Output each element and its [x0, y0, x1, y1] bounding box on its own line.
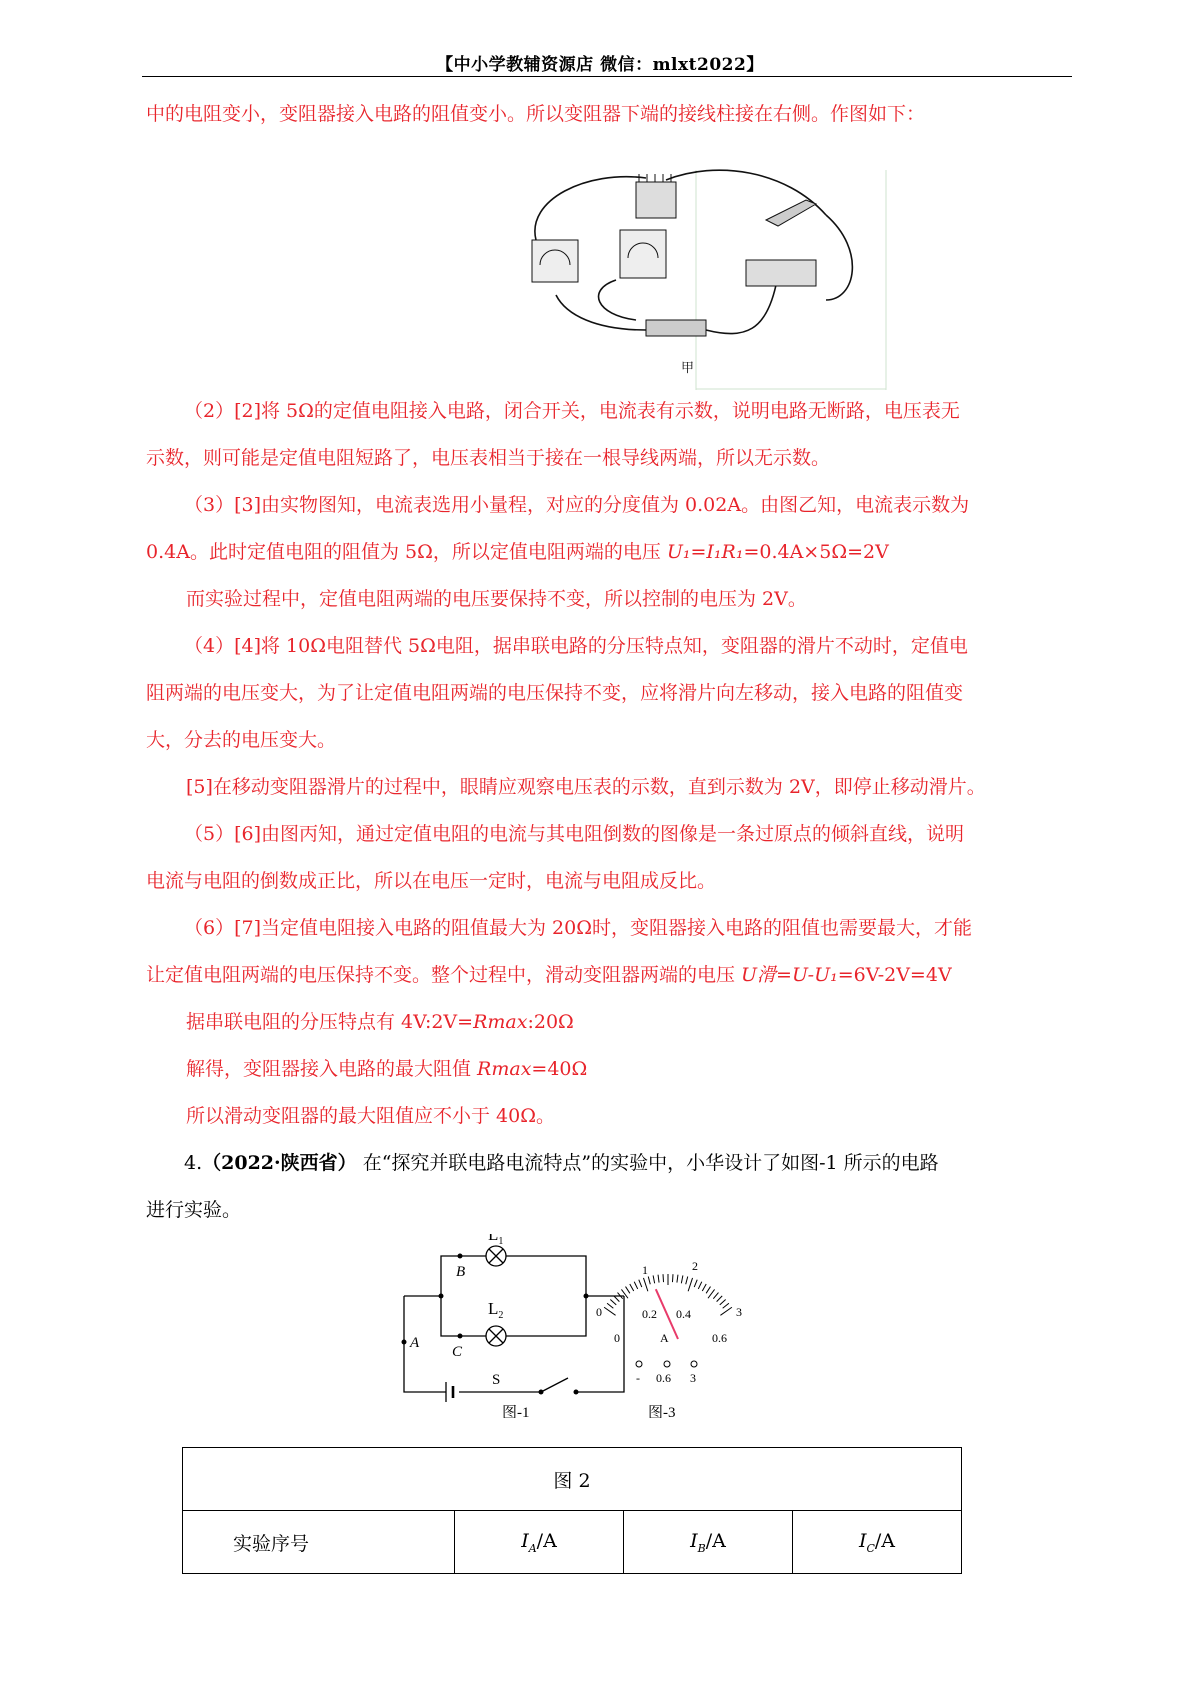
ammeter-dial [596, 1259, 742, 1418]
question-4-line-a: 4.（2022·陕西省） 在“探究并联电路电流特点”的实验中，小华设计了如图-1 所示的电路 [184, 1152, 939, 1174]
label-L1: $L_1$ [488, 1234, 504, 1247]
dial-tick [713, 1293, 718, 1299]
table-title: 图 2 [183, 1448, 962, 1511]
rheostat-icon [646, 320, 706, 336]
dial-tick [720, 1307, 731, 1315]
answer-p6-b: 让定值电阻两端的电压保持不变。整个过程中，滑动变阻器两端的电压 U滑=U-U₁=6V-2V=4V [146, 964, 952, 986]
table-header-ia: $I_A/A$ [455, 1511, 624, 1574]
dial-unit: A [660, 1331, 669, 1345]
battery-icon [636, 182, 676, 218]
dial-tick [653, 1275, 655, 1283]
outer-scale-0: 0 [596, 1305, 602, 1319]
dial-tick [723, 1303, 729, 1308]
figure-3-caption: 图-3 [648, 1405, 676, 1418]
answer-p4-a: （4）[4]将 10Ω电阻替代 5Ω电阻，据串联电路的分压特点知，变阻器的滑片不动时，定值电 [184, 635, 968, 657]
dial-tick [610, 1299, 616, 1304]
question-4-figures [146, 1234, 1076, 1418]
label-S: S [492, 1372, 501, 1388]
wire-f [599, 280, 636, 320]
outer-scale-2: 2 [692, 1259, 698, 1273]
voltmeter-icon [532, 240, 578, 282]
wire-d [706, 285, 776, 334]
answer-p4-d: [5]在移动变阻器滑片的过程中，眼睛应观察电压表的示数，直到示数为 2V，即停止移动滑片。 [186, 776, 986, 798]
inner-scale-3: 0.6 [712, 1331, 727, 1345]
dial-tick [708, 1289, 715, 1298]
terminal-neg: - [636, 1371, 640, 1385]
label-C: C [452, 1344, 463, 1360]
question-4-source: （2022·陕西省） [202, 1152, 357, 1174]
answer-p2-b: 示数，则可能是定值电阻短路了，电压表相当于接在一根导线两端，所以无示数。 [146, 447, 831, 469]
dial-tick [658, 1275, 659, 1283]
figures-drawing [146, 1234, 1076, 1418]
dial-tick [672, 1274, 673, 1282]
inner-scale-2: 0.4 [676, 1307, 691, 1321]
label-A: A [410, 1335, 420, 1351]
answer-p3-a: （3）[3]由实物图知，电流表选用小量程，对应的分度值为 0.02A。由图乙知，电流表示数为 [184, 494, 970, 516]
label-B: B [456, 1264, 466, 1280]
dial-tick [706, 1287, 710, 1294]
inner-scale-1: 0.2 [642, 1307, 657, 1321]
table-header-ib: $I_B/A$ [624, 1511, 793, 1574]
dial-tick [634, 1282, 637, 1289]
wire-c [826, 215, 852, 300]
question-4-line-b: 进行实验。 [146, 1199, 242, 1221]
dial-tick [643, 1278, 647, 1291]
figure-caption-jia: 甲 [681, 361, 695, 376]
page-header: 【中小学教辅资源店 微信：mlxt2022】 [436, 55, 764, 75]
circuit-photo-drawing [496, 140, 956, 390]
terminal-06: 0.6 [656, 1371, 671, 1385]
parallel-circuit-diagram [404, 1246, 624, 1402]
data-table [182, 1447, 962, 1574]
formula-rmax: Rmax [473, 1011, 528, 1033]
dial-tick [607, 1303, 613, 1308]
answer-line-0: 中的电阻变小，变阻器接入电路的阻值变小。所以变阻器下端的接线柱接在右侧。作图如下： [146, 103, 926, 125]
dial-tick [686, 1277, 688, 1285]
terminal-3: 3 [690, 1371, 696, 1385]
dial-tick [604, 1307, 615, 1315]
answer-p6-a: （6）[7]当定值电阻接入电路的阻值最大为 20Ω时，变阻器接入电路的阻值也需要最大，才能 [184, 917, 972, 939]
dial-tick [694, 1280, 697, 1287]
outer-scale-1: 1 [642, 1263, 648, 1277]
answer-p3-b: 0.4A。此时定值电阻的阻值为 5Ω，所以定值电阻两端的电压 U₁=I₁R₁=0.4A×5Ω=2V [146, 541, 889, 563]
ammeter-icon [620, 230, 666, 278]
answer-p5-a: （5）[6]由图丙知，通过定值电阻的电流与其电阻倒数的图像是一条过原点的倾斜直线，说明 [184, 823, 965, 845]
formula-rmax-2: Rmax [477, 1058, 532, 1080]
answer-p6-c: 据串联电阻的分压特点有 4V:2V=Rmax:20Ω [186, 1011, 574, 1033]
formula-u1: U₁=I₁R₁ [666, 541, 744, 563]
dial-tick [688, 1278, 692, 1291]
answer-p6-d: 解得，变阻器接入电路的最大阻值 Rmax=40Ω [186, 1058, 588, 1080]
table-header-seq: 实验序号 [183, 1511, 455, 1574]
figure-1-caption: 图-1 [502, 1405, 530, 1418]
answer-p3-c: 而实验过程中，定值电阻两端的电压要保持不变，所以控制的电压为 2V。 [186, 588, 807, 610]
circuit-photo-figure [496, 140, 956, 390]
header-rule [142, 76, 1072, 77]
resistor-icon [746, 260, 816, 286]
dial-tick [630, 1284, 634, 1291]
formula-u-slide: U滑=U-U₁ [741, 964, 838, 986]
dial-tick [698, 1282, 701, 1289]
answer-p6-e: 所以滑动变阻器的最大阻值应不小于 40Ω。 [186, 1105, 555, 1127]
dial-tick [663, 1274, 664, 1282]
dial-tick [614, 1296, 620, 1302]
wire-e [556, 295, 646, 330]
outer-scale-3: 3 [736, 1305, 742, 1319]
dial-tick [626, 1287, 630, 1294]
page-content [146, 100, 1076, 1418]
answer-p4-c: 大，分去的电压变大。 [146, 729, 337, 751]
answer-p2-a: （2）[2]将 5Ω的定值电阻接入电路，闭合开关，电流表有示数，说明电路无断路，电压表无 [184, 400, 960, 422]
answer-p4-b: 阻两端的电压变大，为了让定值电阻两端的电压保持不变，应将滑片向左移动，接入电路的阻值变 [146, 682, 964, 704]
dial-tick [677, 1275, 678, 1283]
dial-tick [648, 1277, 650, 1285]
dial-tick [702, 1284, 706, 1291]
table-header-ic: $I_C/A$ [793, 1511, 962, 1574]
inner-scale-0: 0 [614, 1331, 620, 1345]
label-L2: $L_2$ [488, 1299, 504, 1321]
dial-tick [621, 1289, 628, 1298]
dial-tick [720, 1299, 726, 1304]
dial-tick [717, 1296, 723, 1302]
switch-icon [766, 200, 816, 226]
dial-tick [639, 1280, 642, 1287]
dial-tick [681, 1275, 683, 1283]
answer-p5-b: 电流与电阻的倒数成正比，所以在电压一定时，电流与电阻成反比。 [146, 870, 717, 892]
